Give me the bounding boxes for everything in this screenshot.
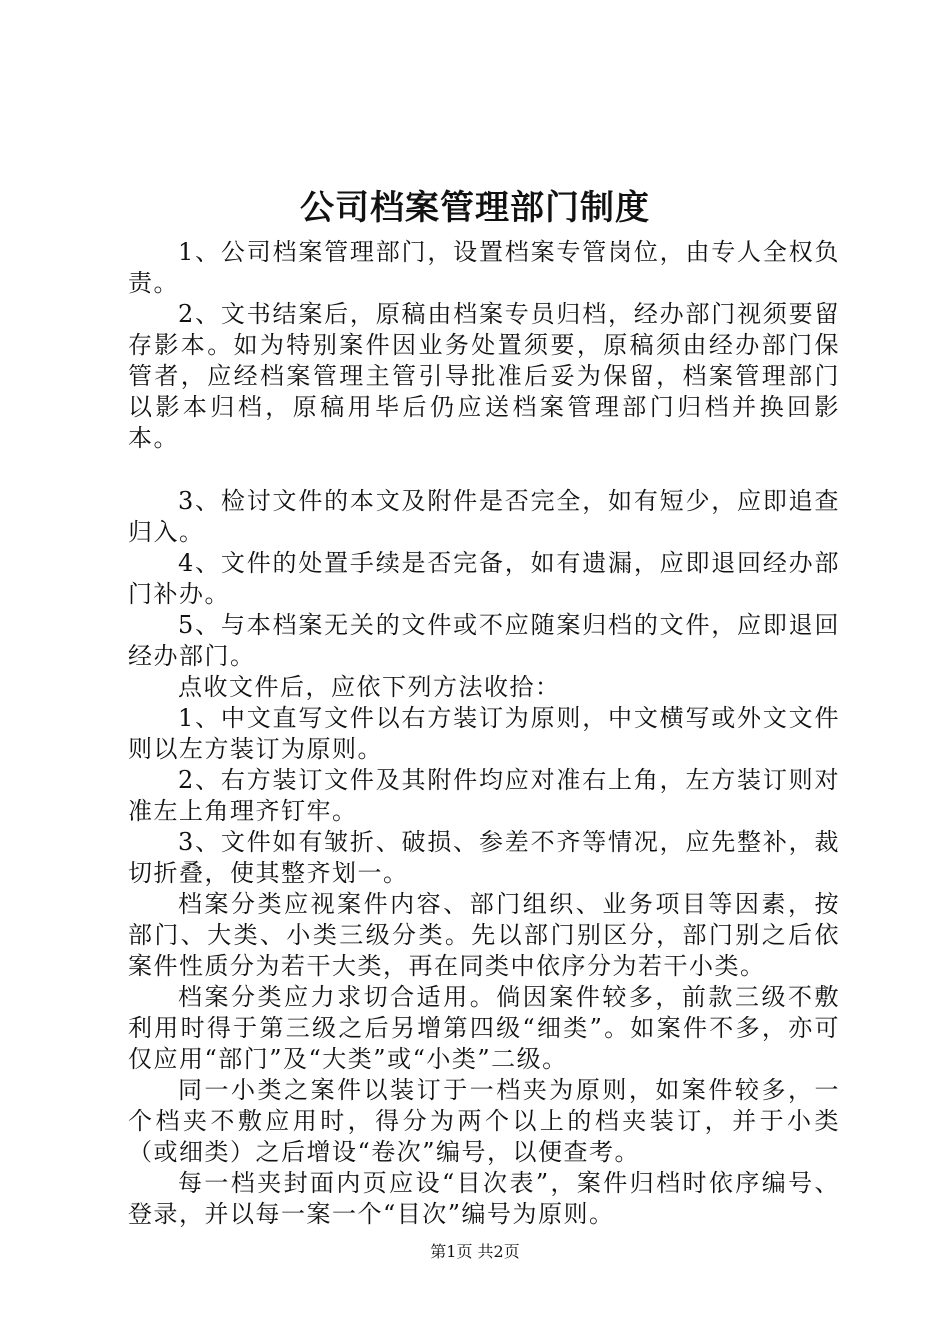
page-indicator: 第1页 共2页 (430, 1242, 520, 1261)
paragraph-5: 5、与本档案无关的文件或不应随案归档的文件，应即退回经办部门。 (128, 611, 840, 670)
paragraph-9: 3、文件如有皱折、破损、参差不齐等情况，应先整补，裁切折叠，使其整齐划一。 (128, 828, 840, 887)
paragraph-3: 3、检讨文件的本文及附件是否完全，如有短少，应即追查归入。 (128, 487, 840, 546)
paragraph-7: 1、中文直写文件以右方装订为原则，中文横写或外文文件则以左方装订为原则。 (128, 704, 840, 763)
page-footer (0, 1241, 950, 1263)
paragraph-8: 2、右方装订文件及其附件均应对准右上角，左方装订则对准左上角理齐钉牢。 (128, 766, 840, 825)
paragraph-4: 4、文件的处置手续是否完备，如有遗漏，应即退回经办部门补办。 (128, 549, 840, 608)
document-title: 公司档案管理部门制度 (300, 188, 650, 228)
paragraph-11: 档案分类应力求切合适用。倘因案件较多，前款三级不敷利用时得于第三级之后另增第四级“细类”。如案件不多，亦可仅应用“部门”及“大类”或“小类”二级。 (128, 983, 840, 1073)
paragraph-10: 档案分类应视案件内容、部门组织、业务项目等因素，按部门、大类、小类三级分类。先以部门别区分，部门别之后依案件性质分为若干大类，再在同类中依序分为若干小类。 (128, 890, 840, 980)
paragraph-1: 1、公司档案管理部门，设置档案专管岗位，由专人全权负责。 (128, 238, 840, 297)
paragraph-13: 每一档夹封面内页应设“目次表”，案件归档时依序编号、登录，并以每一案一个“目次”编号为原则。 (128, 1169, 840, 1228)
paragraph-12: 同一小类之案件以装订于一档夹为原则，如案件较多，一个档夹不敷应用时，得分为两个以上的档夹装订，并于小类（或细类）之后增设“卷次”编号，以便查考。 (128, 1076, 840, 1166)
paragraph-2: 2、文书结案后，原稿由档案专员归档，经办部门视须要留存影本。如为特别案件因业务处置须要，原稿须由经办部门保管者，应经档案管理主管引导批准后妥为保留，档案管理部门以影本归档，原稿用毕后仍应送档案管理部门归档并换回影本。 (128, 300, 840, 452)
paragraph-6: 点收文件后，应依下列方法收拾： (178, 673, 561, 701)
document-body (128, 237, 840, 1230)
